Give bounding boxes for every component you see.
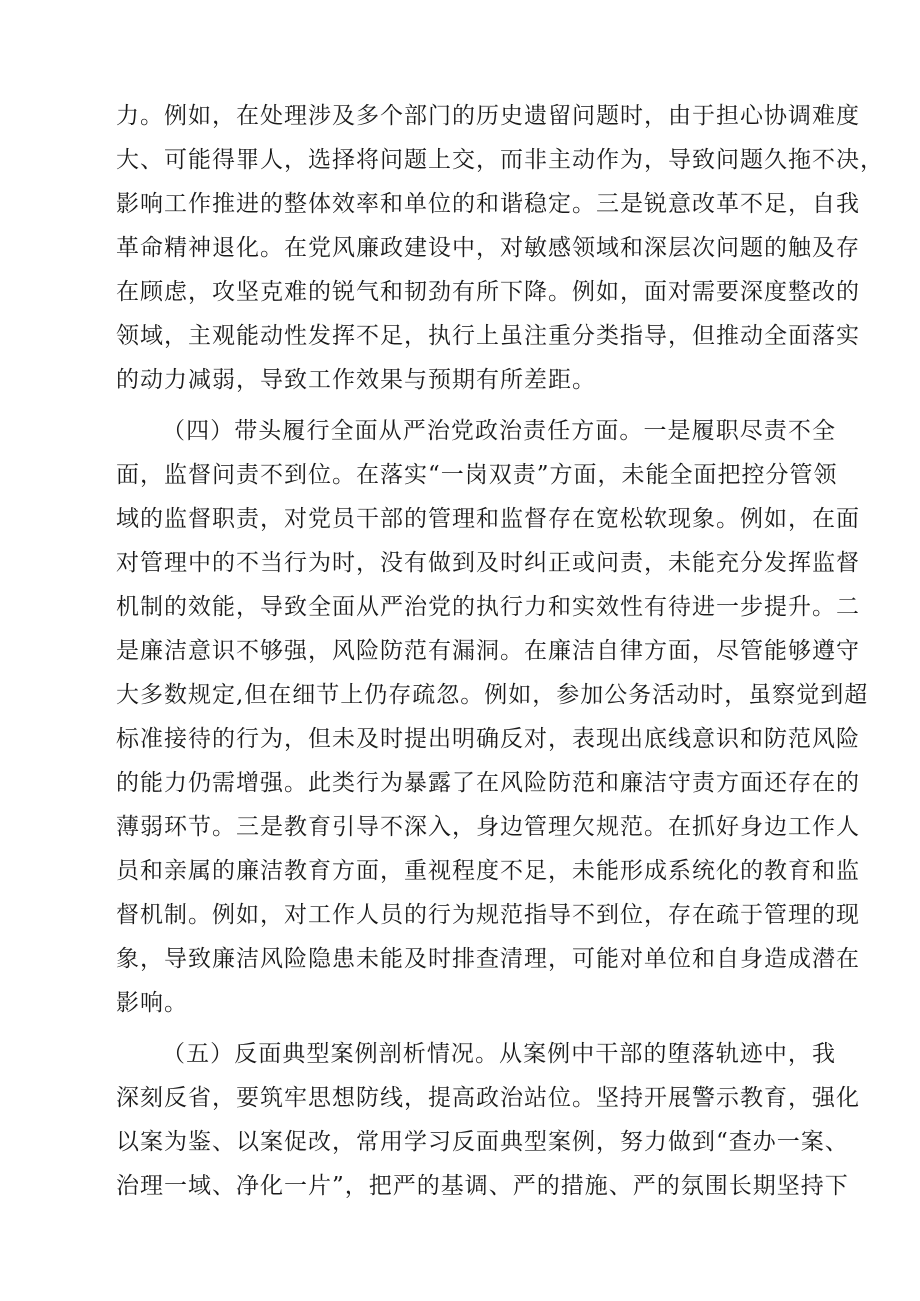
text-line: 深刻反省，要筑牢思想防线，提高政治站位。坚持开展警示教育，强化 — [116, 1085, 860, 1111]
text-line: 员和亲属的廉洁教育方面，重视程度不足，未能形成系统化的教育和监 — [116, 858, 860, 884]
text-line: 革命精神退化。在党风廉政建设中，对敏感领域和深层次问题的触及存 — [116, 235, 860, 261]
text-line: 象，导致廉洁风险隐患未能及时排查清理，可能对单位和自身造成潜在 — [116, 946, 860, 972]
text-line: 影响。 — [116, 990, 188, 1016]
text-line: 治理一域、净化一片”，把严的基调、严的措施、严的氛围长期坚持下 — [116, 1173, 849, 1199]
text-line: 的能力仍需增强。此类行为暴露了在风险防范和廉洁守责方面还存在的 — [116, 770, 860, 796]
section-heading-line: （五）反面典型案例剖析情况。从案例中干部的堕落轨迹中，我 — [162, 1041, 836, 1067]
text-line: 薄弱环节。三是教育引导不深入，身边管理欠规范。在抓好身边工作人 — [116, 814, 860, 840]
text-line: 大多数规定,但在细节上仍存疏忽。例如，参加公务活动时，虽察觉到超 — [116, 682, 869, 708]
text-line: 以案为鉴、以案促改，常用学习反面典型案例，努力做到“查办一案、 — [116, 1129, 849, 1155]
text-line: 域的监督职责，对党员干部的管理和监督存在宽松软现象。例如，在面 — [116, 506, 860, 532]
text-line: 督机制。例如，对工作人员的行为规范指导不到位，存在疏于管理的现 — [116, 902, 860, 928]
section-heading-line: （四）带头履行全面从严治党政治责任方面。一是履职尽责不全 — [162, 418, 836, 444]
text-line: 领域，主观能动性发挥不足，执行上虽注重分类指导，但推动全面落实 — [116, 323, 860, 349]
text-line: 机制的效能，导致全面从严治党的执行力和实效性有待进一步提升。二 — [116, 594, 860, 620]
text-line: 的动力减弱，导致工作效果与预期有所差距。 — [116, 367, 596, 393]
text-line: 力。例如，在处理涉及多个部门的历史遗留问题时，由于担心协调难度 — [116, 103, 860, 129]
text-line: 大、可能得罪人，选择将问题上交，而非主动作为，导致问题久拖不决， — [116, 147, 884, 173]
text-line: 影响工作推进的整体效率和单位的和谐稳定。三是锐意改革不足，自我 — [116, 191, 860, 217]
text-line: 在顾虑，攻坚克难的锐气和韧劲有所下降。例如，面对需要深度整改的 — [116, 279, 860, 305]
text-line: 标准接待的行为，但未及时提出明确反对，表现出底线意识和防范风险 — [116, 726, 860, 752]
text-line: 是廉洁意识不够强，风险防范有漏洞。在廉洁自律方面，尽管能够遵守 — [116, 638, 860, 664]
text-line: 面，监督问责不到位。在落实“一岗双责”方面，未能全面把控分管领 — [116, 462, 838, 488]
text-line: 对管理中的不当行为时，没有做到及时纠正或问责，未能充分发挥监督 — [116, 550, 860, 576]
